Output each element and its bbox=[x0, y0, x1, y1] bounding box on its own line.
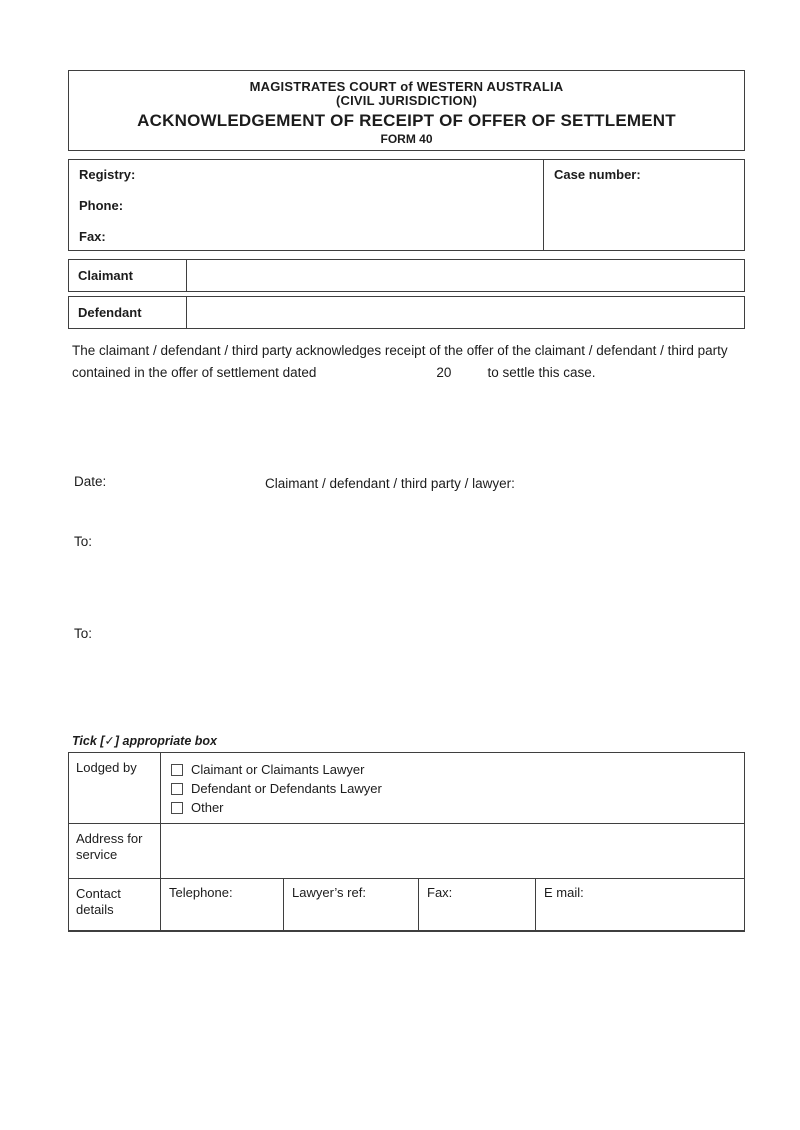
lodged-by-label: Lodged by bbox=[69, 753, 161, 823]
checkbox-defendant-lawyer-icon[interactable] bbox=[171, 783, 183, 795]
fax-label: Fax: bbox=[427, 885, 453, 900]
case-number-field[interactable] bbox=[544, 160, 744, 250]
telephone-label: Telephone: bbox=[169, 885, 233, 900]
lawyers-ref-field[interactable] bbox=[284, 879, 419, 930]
lawyers-ref-label: Lawyer’s ref: bbox=[292, 885, 366, 900]
registry-label: Registry: bbox=[79, 167, 136, 182]
form-header bbox=[68, 70, 745, 151]
email-label: E mail: bbox=[544, 885, 584, 900]
date-label: Date: bbox=[74, 474, 107, 489]
checkbox-other-icon[interactable] bbox=[171, 802, 183, 814]
ack-text-before: The claimant / defendant / third party acknowledges receipt of the offer of the claimant / defendant / third party contained in the offer of settlement dated bbox=[72, 343, 728, 380]
form-title: ACKNOWLEDGEMENT OF RECEIPT OF OFFER OF SETTLEMENT bbox=[137, 111, 676, 130]
jurisdiction: (CIVIL JURISDICTION) bbox=[336, 93, 477, 108]
option-other[interactable]: Other bbox=[171, 798, 738, 817]
tick-instruction: Tick [✓] appropriate box bbox=[72, 734, 217, 748]
registry-details-cell bbox=[69, 160, 544, 250]
checkbox-claimant-lawyer-icon[interactable] bbox=[171, 764, 183, 776]
defendant-label: Defendant bbox=[69, 297, 187, 328]
contact-details-label: Contact details bbox=[69, 879, 161, 930]
phone-label: Phone: bbox=[79, 198, 124, 213]
address-for-service-row bbox=[69, 824, 744, 879]
registry-section bbox=[68, 159, 745, 251]
acknowledgement-paragraph bbox=[72, 340, 750, 384]
court-name: MAGISTRATES COURT of WESTERN AUSTRALIA bbox=[249, 79, 564, 94]
to-label-2: To: bbox=[74, 626, 93, 641]
telephone-field[interactable] bbox=[161, 879, 284, 930]
to-label-1: To: bbox=[74, 534, 93, 549]
claimant-row bbox=[68, 259, 745, 292]
defendant-row bbox=[68, 296, 745, 329]
option-claimant-lawyer[interactable]: Claimant or Claimants Lawyer bbox=[171, 760, 738, 779]
fax-label: Fax: bbox=[79, 229, 106, 244]
form-number: FORM 40 bbox=[380, 132, 433, 146]
defendant-field[interactable] bbox=[187, 297, 744, 328]
fax-field[interactable] bbox=[419, 879, 536, 930]
claimant-field[interactable] bbox=[187, 260, 744, 291]
address-for-service-label: Address for service bbox=[69, 824, 161, 878]
address-for-service-field[interactable] bbox=[161, 824, 744, 878]
ack-text-after: to settle this case. bbox=[487, 365, 596, 380]
lodged-by-row bbox=[69, 753, 744, 824]
year-prefix: 20 bbox=[436, 365, 452, 380]
lodgement-table bbox=[68, 752, 745, 932]
case-number-label: Case number: bbox=[554, 167, 641, 182]
contact-details-row bbox=[69, 879, 744, 930]
lodged-by-options bbox=[161, 753, 744, 823]
claimant-label: Claimant bbox=[69, 260, 187, 291]
option-defendant-lawyer[interactable]: Defendant or Defendants Lawyer bbox=[171, 779, 738, 798]
email-field[interactable] bbox=[536, 879, 744, 930]
signer-label: Claimant / defendant / third party / lawyer: bbox=[265, 476, 515, 491]
